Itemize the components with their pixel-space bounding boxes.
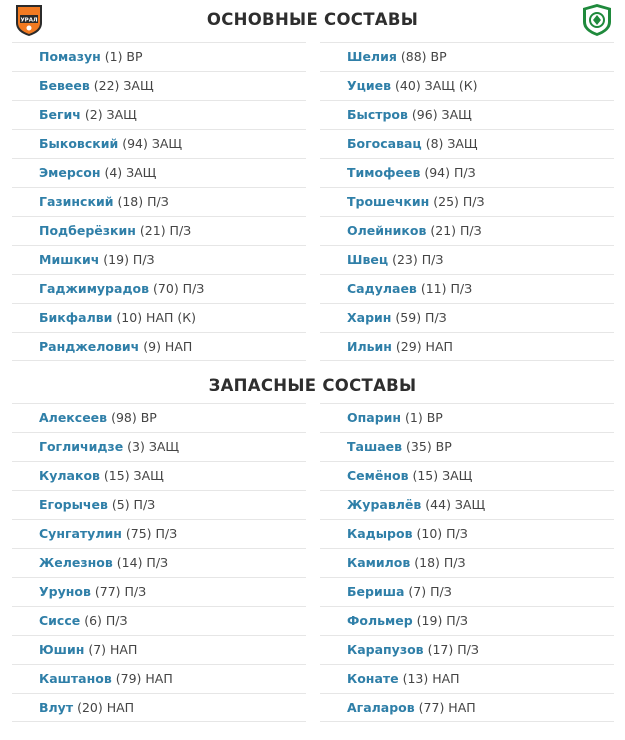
player-number-position: (94) П/З — [424, 165, 476, 180]
player-row — [12, 274, 306, 303]
player-number-position: (4) ЗАЩ — [104, 165, 157, 180]
home-subs-list — [12, 403, 306, 722]
player-number-position: (94) ЗАЩ — [122, 136, 183, 151]
player-name-link[interactable]: Каштанов — [39, 671, 112, 686]
player-row — [320, 71, 614, 100]
player-number-position: (75) П/З — [125, 526, 178, 541]
player-number-position: (70) П/З — [153, 281, 205, 296]
player-number-position: (44) ЗАЩ — [425, 497, 486, 512]
player-row — [12, 432, 306, 461]
player-number-position: (79) НАП — [115, 671, 173, 686]
player-row — [12, 693, 306, 722]
player-name-link[interactable]: Богосавац — [347, 136, 422, 151]
player-name-link[interactable]: Подберёзкин — [39, 223, 136, 238]
player-name-link[interactable]: Конате — [347, 671, 399, 686]
player-number-position: (19) П/З — [416, 613, 468, 628]
subs-header — [0, 361, 625, 403]
player-name-link[interactable]: Журавлёв — [347, 497, 422, 512]
player-name-link[interactable]: Бикфалви — [39, 310, 113, 325]
player-name-link[interactable]: Газинский — [39, 194, 114, 209]
main-lineups-title: ОСНОВНЫЕ СОСТАВЫ — [206, 10, 419, 29]
player-row — [320, 42, 614, 71]
player-name-link[interactable]: Быковский — [39, 136, 119, 151]
player-row — [320, 187, 614, 216]
player-row — [12, 577, 306, 606]
player-number-position: (88) ВР — [400, 49, 447, 64]
player-number-position: (29) НАП — [395, 339, 453, 354]
player-row — [320, 332, 614, 361]
player-name-link[interactable]: Харин — [347, 310, 392, 325]
player-number-position: (77) П/З — [94, 584, 147, 599]
player-name-link[interactable]: Агаларов — [347, 700, 415, 715]
player-name-link[interactable]: Сунгатулин — [39, 526, 122, 541]
player-number-position: (23) П/З — [392, 252, 444, 267]
player-number-position: (7) НАП — [88, 642, 138, 657]
player-row — [320, 403, 614, 432]
player-name-link[interactable]: Трошечкин — [347, 194, 430, 209]
player-name-link[interactable]: Егорычев — [39, 497, 108, 512]
subs-columns — [0, 403, 625, 722]
player-number-position: (15) ЗАЩ — [412, 468, 473, 483]
player-number-position: (96) ЗАЩ — [411, 107, 472, 122]
player-number-position: (1) ВР — [104, 49, 143, 64]
player-row — [12, 303, 306, 332]
player-number-position: (3) ЗАЩ — [127, 439, 180, 454]
player-name-link[interactable]: Шелия — [347, 49, 397, 64]
player-number-position: (59) П/З — [395, 310, 447, 325]
player-row — [12, 100, 306, 129]
player-name-link[interactable]: Бевеев — [39, 78, 90, 93]
player-row — [320, 129, 614, 158]
player-name-link[interactable]: Железнов — [39, 555, 113, 570]
player-number-position: (13) НАП — [402, 671, 460, 686]
akhmat-crest-icon[interactable] — [580, 3, 614, 37]
player-row — [320, 693, 614, 722]
player-row — [12, 158, 306, 187]
player-number-position: (18) П/З — [414, 555, 466, 570]
player-number-position: (1) ВР — [405, 410, 443, 425]
player-number-position: (15) ЗАЩ — [103, 468, 164, 483]
player-number-position: (21) П/З — [139, 223, 192, 238]
player-number-position: (14) П/З — [116, 555, 169, 570]
player-name-link[interactable]: Уциев — [347, 78, 392, 93]
player-row — [320, 635, 614, 664]
player-row — [320, 303, 614, 332]
away-starters-list — [320, 42, 614, 361]
player-number-position: (20) НАП — [77, 700, 135, 715]
player-number-position: (8) ЗАЩ — [425, 136, 478, 151]
player-name-link[interactable]: Семёнов — [347, 468, 409, 483]
player-row — [320, 519, 614, 548]
player-name-link[interactable]: Швец — [347, 252, 389, 267]
player-row — [12, 519, 306, 548]
player-number-position: (98) ВР — [111, 410, 157, 425]
player-name-link[interactable]: Бериша — [347, 584, 405, 599]
player-number-position: (17) П/З — [427, 642, 479, 657]
player-row — [12, 635, 306, 664]
player-name-link[interactable]: Опарин — [347, 410, 402, 425]
player-row — [12, 71, 306, 100]
player-name-link[interactable]: Ранджелович — [39, 339, 140, 354]
player-row — [12, 245, 306, 274]
player-number-position: (7) П/З — [408, 584, 452, 599]
player-number-position: (6) П/З — [84, 613, 128, 628]
player-number-position: (22) ЗАЩ — [93, 78, 154, 93]
player-row — [320, 490, 614, 519]
player-row — [320, 577, 614, 606]
player-number-position: (10) НАП (К) — [116, 310, 197, 325]
player-row — [12, 187, 306, 216]
player-name-link[interactable]: Карапузов — [347, 642, 424, 657]
player-number-position: (21) П/З — [430, 223, 482, 238]
player-number-position: (5) П/З — [111, 497, 156, 512]
player-name-link[interactable]: Гогличидзе — [39, 439, 124, 454]
home-starters-list — [12, 42, 306, 361]
player-row — [12, 42, 306, 71]
player-name-link[interactable]: Тимофеев — [347, 165, 421, 180]
player-number-position: (35) ВР — [406, 439, 452, 454]
player-row — [320, 274, 614, 303]
player-name-link[interactable]: Садулаев — [347, 281, 417, 296]
player-row — [320, 461, 614, 490]
player-row — [320, 432, 614, 461]
player-row — [12, 490, 306, 519]
player-row — [320, 100, 614, 129]
player-row — [12, 216, 306, 245]
svg-text:УРАЛ: УРАЛ — [20, 17, 38, 24]
player-row — [12, 332, 306, 361]
player-row — [320, 664, 614, 693]
player-name-link[interactable]: Урунов — [39, 584, 91, 599]
player-row — [12, 129, 306, 158]
player-name-link[interactable]: Кадыров — [347, 526, 413, 541]
player-name-link[interactable]: Гаджимурадов — [39, 281, 150, 296]
player-name-link[interactable]: Эмерсон — [39, 165, 101, 180]
player-number-position: (40) ЗАЩ (К) — [395, 78, 478, 93]
player-row — [320, 548, 614, 577]
player-row — [12, 403, 306, 432]
player-row — [12, 606, 306, 635]
player-row — [320, 245, 614, 274]
player-number-position: (19) П/З — [103, 252, 155, 267]
player-name-link[interactable]: Быстров — [347, 107, 408, 122]
player-name-link[interactable]: Ташаев — [347, 439, 403, 454]
player-name-link[interactable]: Юшин — [39, 642, 85, 657]
player-name-link[interactable]: Помазун — [39, 49, 101, 64]
player-number-position: (18) П/З — [117, 194, 169, 209]
player-name-link[interactable]: Кулаков — [39, 468, 100, 483]
subs-lineups-title: ЗАПАСНЫЕ СОСТАВЫ — [208, 376, 417, 395]
player-row — [320, 216, 614, 245]
player-name-link[interactable]: Фольмер — [347, 613, 413, 628]
player-number-position: (11) П/З — [420, 281, 473, 296]
player-name-link[interactable]: Олейников — [347, 223, 427, 238]
player-row — [12, 664, 306, 693]
player-name-link[interactable]: Мишкич — [39, 252, 100, 267]
player-number-position: (2) ЗАЩ — [84, 107, 137, 122]
player-name-link[interactable]: Сиссе — [39, 613, 81, 628]
player-row — [320, 158, 614, 187]
player-name-link[interactable]: Камилов — [347, 555, 411, 570]
lineups-header — [0, 0, 625, 42]
player-name-link[interactable]: Алексеев — [39, 410, 108, 425]
player-name-link[interactable]: Ильин — [347, 339, 392, 354]
player-name-link[interactable]: Бегич — [39, 107, 81, 122]
player-name-link[interactable]: Влут — [39, 700, 74, 715]
player-number-position: (77) НАП — [418, 700, 476, 715]
player-number-position: (25) П/З — [433, 194, 485, 209]
player-row — [12, 461, 306, 490]
player-row — [12, 548, 306, 577]
player-number-position: (10) П/З — [416, 526, 468, 541]
away-subs-list — [320, 403, 614, 722]
player-number-position: (9) НАП — [143, 339, 193, 354]
player-row — [320, 606, 614, 635]
starters-columns — [0, 42, 625, 361]
